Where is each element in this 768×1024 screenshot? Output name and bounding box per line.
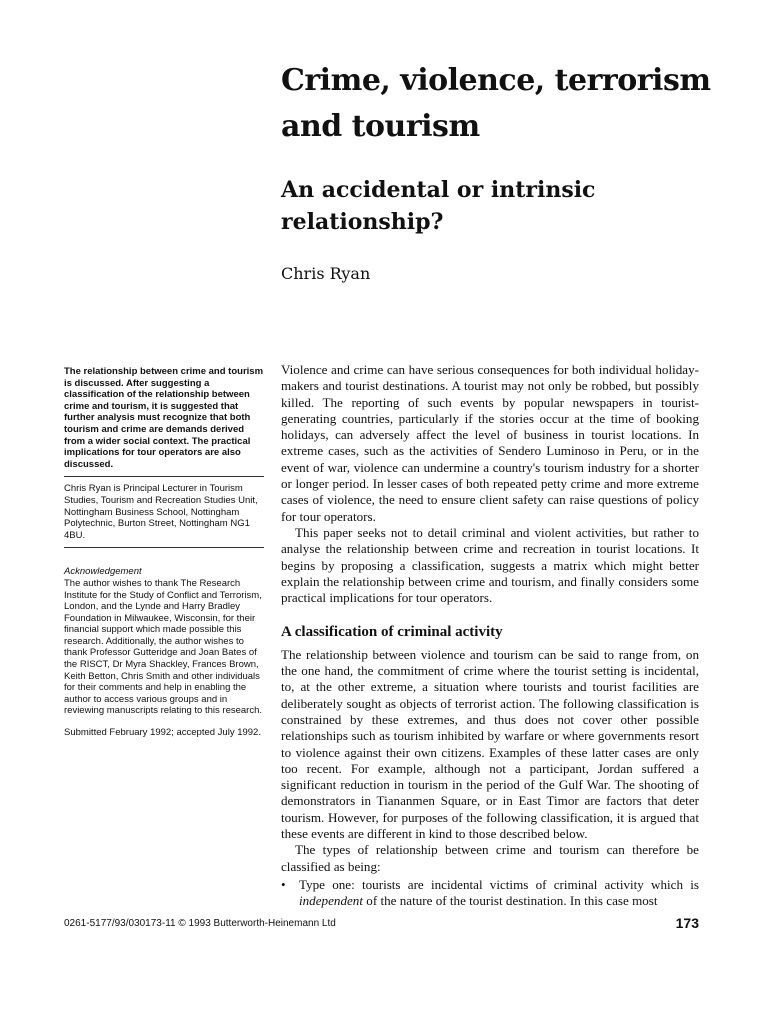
section-heading: A classification of criminal activity xyxy=(281,624,503,641)
submission-dates: Submitted February 1992; accepted July 1992. xyxy=(64,727,261,739)
abstract: The relationship between crime and tourism is discussed. After suggesting a classification of the relationship between crime and tourism, it is suggested that further analysis must recognize that both tourism and crime are demands derived from a wider social context. The practical implications for tour operators are also discussed. xyxy=(64,366,264,470)
divider xyxy=(64,547,264,548)
title-line-2: and tourism xyxy=(281,109,480,144)
article-title xyxy=(281,58,741,150)
list-item-text-end: of the nature of the tourist destination. In this case most xyxy=(363,893,658,909)
author-affiliation: Chris Ryan is Principal Lecturer in Tourism Studies, Tourism and Recreation Studies Unit, Nottingham Business School, Nottingham Polytechnic, Burton Street, Nottingham NG1 4BU. xyxy=(64,483,258,541)
paragraph-classification: The relationship between violence and tourism can be said to range from, on the one hand, the commitment of crime where the tourist setting is incidental, to, at the other extreme, a situation where tourists and tourist facilities are deliberately sought as objects of terrorist action. The following classification is constrained by these extremes, and thus does not cover other possible relationships such as tourism inhibited by warfare or where governments resort to violence against their own citizens. Examples of these latter cases are only too recent. For example, although not a participant, Jordan suffered a significant reduction in tourism in the period of the Gulf War. The shooting of demonstrators in Tiananmen Square, or in East Timor are factors that deter tourism. However, for purposes of the following classification, it is argued that these events are different in kind to those described below. xyxy=(281,646,699,842)
acknowledgement-text: The author wishes to thank The Research Institute for the Study of Conflict and Terrorism, London, and the Lynde and Harry Bradley Foundation in Milwaukee, Wisconsin, for their financial support which made possible this research. Additionally, the author wishes to thank Professor Gutteridge and Joan Bates of the RISCT, Dr Myra Shackley, Frances Brown, Keith Betton, Chris Smith and other individuals for their comments and help in enabling the author to access various groups and in reviewing manuscripts relating to this research. xyxy=(64,577,263,717)
main-text xyxy=(281,362,699,910)
author-name: Chris Ryan xyxy=(281,264,371,283)
title-block xyxy=(281,58,741,283)
subtitle-line-1: An accidental or intrinsic xyxy=(281,177,596,203)
paragraph-types: The types of relationship between crime and tourism can therefore be classified as being: xyxy=(281,842,699,874)
list-item-text xyxy=(299,877,699,910)
list-item-text-start: Type one: tourists are incidental victims of criminal activity which is xyxy=(299,876,699,892)
subtitle-line-2: relationship? xyxy=(281,209,444,235)
bullet-icon: • xyxy=(281,876,286,892)
footer-citation: 0261-5177/93/030173-11 © 1993 Butterworth-Heinemann Ltd xyxy=(64,918,336,929)
emphasis-text: independent xyxy=(299,893,363,909)
paragraph-aims: This paper seeks not to detail criminal and violent activities, but rather to analyse the relationship between crime and recreation in tourist locations. It begins by proposing a classification, suggests a matrix which might better explain the relationship between crime and tourism, and finally considers some practical implications for tour operators. xyxy=(281,524,699,606)
acknowledgement-heading: Acknowledgement xyxy=(64,566,142,578)
divider xyxy=(64,476,264,477)
list-item xyxy=(281,877,699,910)
paragraph-intro: Violence and crime can have serious consequences for both individual holiday-makers and tourist destinations. A tourist may not only be robbed, but possibly killed. The reporting of such events by popular newspapers in tourist-generating countries, particularly if the stories occur at the time of booking holidays, can adversely affect the level of business in tourist locations. In extreme cases, such as the activities of Sendero Luminoso in Peru, or in the event of war, violence can undermine a country's tourism industry for a shorter or longer period. In lesser cases of both repeated petty crime and more extreme cases of violence, the need to ensure client safety can raise questions of policy for tour operators. xyxy=(281,362,699,524)
sidebar xyxy=(64,366,264,739)
article-subtitle xyxy=(281,174,741,238)
page-number: 173 xyxy=(675,915,699,931)
title-line-1: Crime, violence, terrorism xyxy=(281,63,711,98)
